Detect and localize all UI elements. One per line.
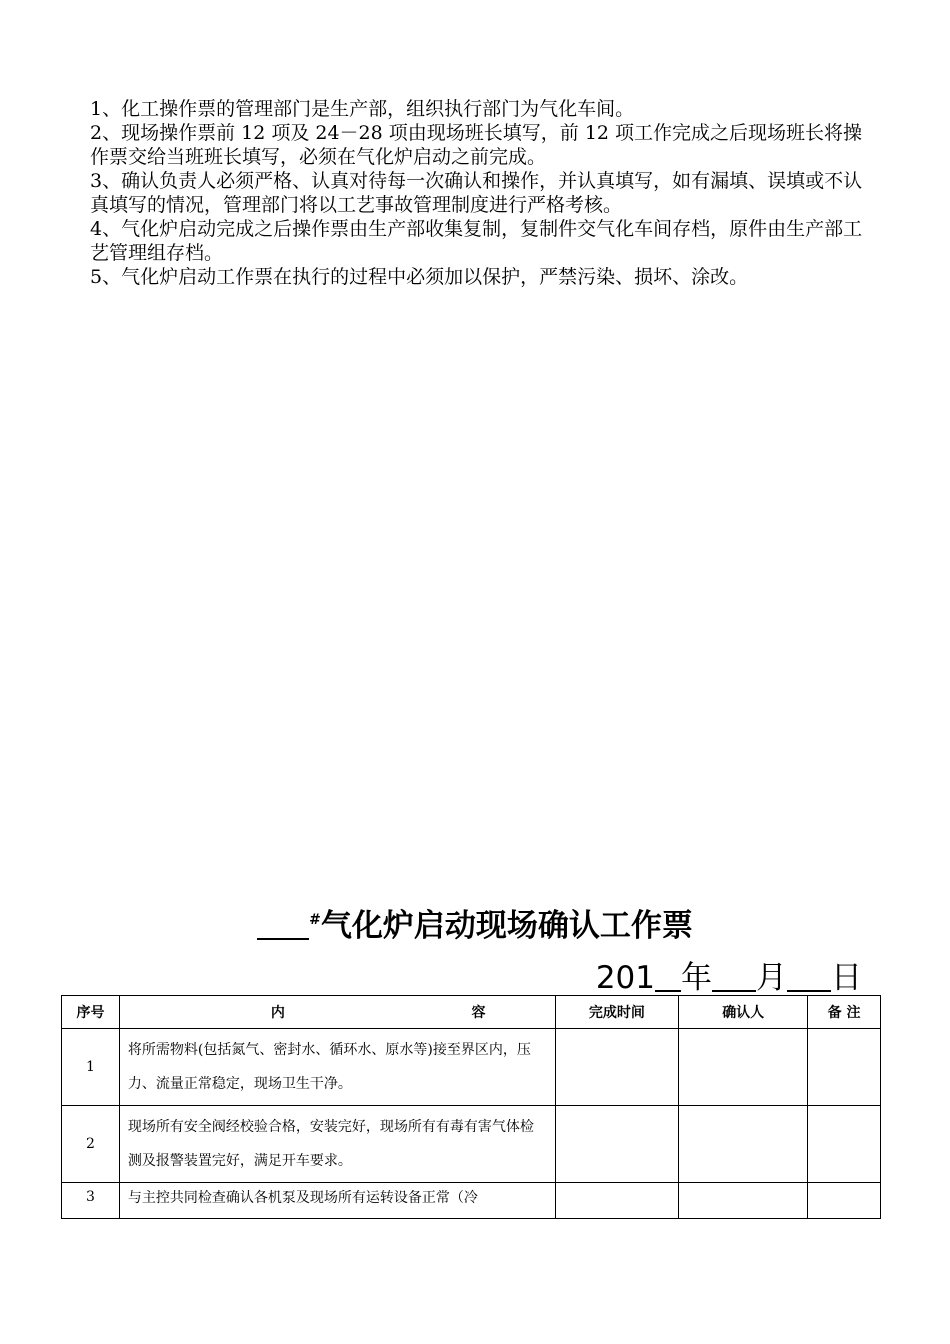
date-prefix: 201: [595, 960, 655, 996]
table-row: [62, 1183, 881, 1219]
row-remark-cell[interactable]: [808, 1029, 881, 1106]
month-blank: [712, 960, 756, 992]
date-year: 年: [681, 960, 712, 996]
header-remark: 备 注: [808, 996, 881, 1029]
title-hash: #: [309, 912, 321, 928]
table-header-row: [62, 996, 881, 1029]
title-text: 气化炉启动现场确认工作票: [320, 908, 693, 944]
row-content: 现场所有安全阀经校验合格，安装完好，现场所有有毒有害气体检测及报警装置完好，满足开车要求。: [119, 1106, 555, 1183]
row-remark-cell[interactable]: [808, 1106, 881, 1183]
furnace-number-blank: [257, 908, 309, 940]
date-month: 月: [756, 960, 787, 996]
header-content: [119, 996, 555, 1029]
row-time-cell[interactable]: [555, 1029, 679, 1106]
note-3: 3、确认负责人必须严格、认真对待每一次确认和操作，并认真填写，如有漏填、误填或不认真填写的情况，管理部门将以工艺事故管理制度进行严格考核。: [90, 170, 863, 216]
row-seq: 2: [62, 1106, 120, 1183]
header-content-right: 容: [471, 1005, 486, 1021]
form-title: [0, 900, 950, 945]
row-confirm-cell[interactable]: [679, 1106, 808, 1183]
row-content: 将所需物料(包括氮气、密封水、循环水、原水等)接至界区内，压力、流量正常稳定，现场卫生干净。: [119, 1029, 555, 1106]
table-row: [62, 1029, 881, 1106]
row-remark-cell[interactable]: [808, 1183, 881, 1219]
row-seq: 1: [62, 1029, 120, 1106]
note-4: 4、气化炉启动完成之后操作票由生产部收集复制，复制件交气化车间存档，原件由生产部工艺管理组存档。: [90, 218, 863, 264]
note-5: 5、气化炉启动工作票在执行的过程中必须加以保护，严禁污染、损坏、涂改。: [90, 266, 749, 288]
header-content-left: 内: [270, 1005, 285, 1021]
row-content: 与主控共同检查确认各机泵及现场所有运转设备正常（冷: [119, 1183, 555, 1219]
table-row: [62, 1106, 881, 1183]
day-blank: [787, 960, 831, 992]
date-day: 日: [831, 960, 862, 996]
year-blank: [655, 960, 681, 992]
row-time-cell[interactable]: [555, 1183, 679, 1219]
note-2: 2、现场操作票前 12 项及 24－28 项由现场班长填写，前 12 项工作完成之后现场班长将操作票交给当班班长填写，必须在气化炉启动之前完成。: [90, 122, 863, 168]
row-confirm-cell[interactable]: [679, 1183, 808, 1219]
date-line: [596, 952, 862, 997]
row-seq: 3: [62, 1183, 120, 1219]
confirmation-table: [61, 995, 881, 1219]
note-1: 1、化工操作票的管理部门是生产部，组织执行部门为气化车间。: [90, 98, 635, 120]
row-time-cell[interactable]: [555, 1106, 679, 1183]
header-seq: 序号: [62, 996, 120, 1029]
header-confirm: 确认人: [679, 996, 808, 1029]
header-time: 完成时间: [555, 996, 679, 1029]
row-confirm-cell[interactable]: [679, 1029, 808, 1106]
instructions: [90, 97, 870, 289]
